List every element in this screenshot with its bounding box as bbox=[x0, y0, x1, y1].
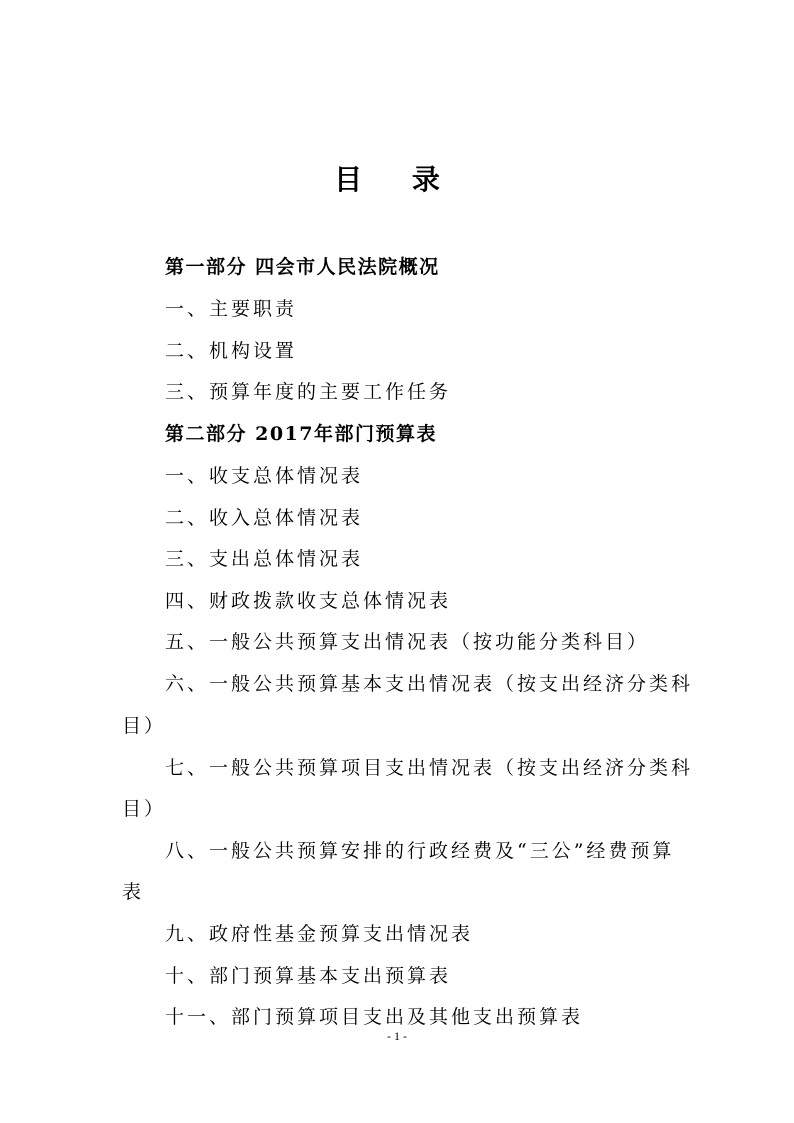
toc-item: 二、机构设置 bbox=[165, 340, 298, 362]
toc-item: 三、预算年度的主要工作任务 bbox=[165, 381, 452, 403]
toc-item: 一、主要职责 bbox=[165, 298, 298, 320]
toc-item: 三、支出总体情况表 bbox=[165, 548, 364, 570]
toc-item: 九、政府性基金预算支出情况表 bbox=[165, 923, 474, 945]
toc-item: 四、财政拨款收支总体情况表 bbox=[165, 590, 452, 612]
toc-item: 二、收入总体情况表 bbox=[165, 507, 364, 529]
toc-item: 八、一般公共预算安排的行政经费及“三公”经费预算 bbox=[165, 840, 675, 862]
toc-item-continuation: 目） bbox=[122, 715, 167, 737]
page-title: 目 录 bbox=[334, 163, 460, 196]
toc-item: 十、部门预算基本支出预算表 bbox=[165, 965, 452, 987]
toc-part-1: 第一部分 四会市人民法院概况 bbox=[165, 256, 440, 278]
page-number: - 1 - bbox=[387, 1029, 407, 1043]
toc-item-continuation: 目） bbox=[122, 798, 167, 820]
toc-item: 六、一般公共预算基本支出情况表（按支出经济分类科 bbox=[165, 673, 694, 695]
toc-item-continuation: 表 bbox=[122, 881, 145, 903]
toc-part-2: 第二部分 2017年部门预算表 bbox=[165, 423, 437, 445]
toc-item: 十一、部门预算项目支出及其他支出预算表 bbox=[165, 1006, 584, 1028]
toc-item: 一、收支总体情况表 bbox=[165, 465, 364, 487]
toc-item: 七、一般公共预算项目支出情况表（按支出经济分类科 bbox=[165, 757, 694, 779]
toc-item: 五、一般公共预算支出情况表（按功能分类科目） bbox=[165, 631, 650, 653]
